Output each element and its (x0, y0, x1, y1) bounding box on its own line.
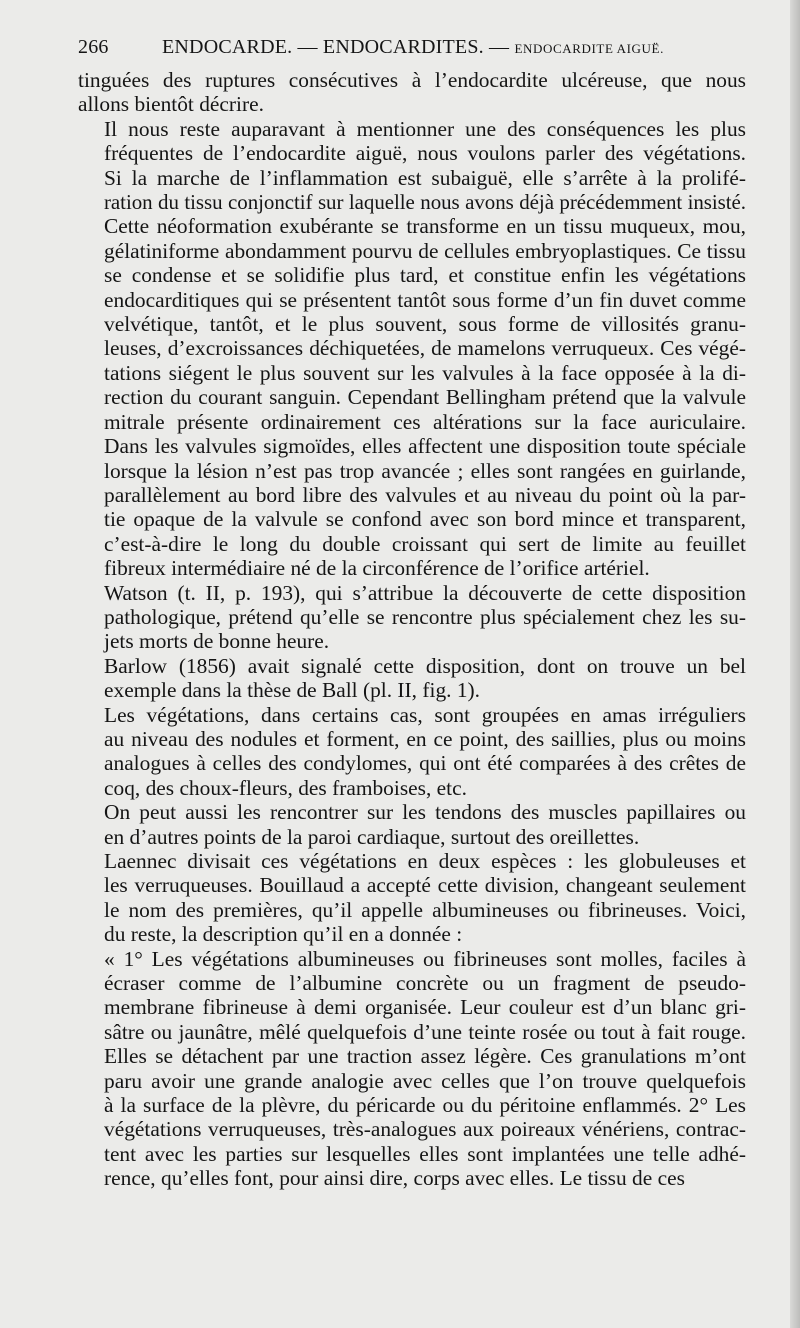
text-line: Laennec divisait ces végétations en deux espèces : les globuleuses et (104, 849, 746, 873)
text-line: analogues à celles des condylomes, qui ont été comparées à des crêtes de (104, 751, 746, 776)
paragraph (78, 581, 746, 654)
paragraph (78, 654, 746, 703)
text-line: tations siégent le plus souvent sur les valvules à la face opposée à la di- (104, 360, 746, 385)
text-line: Watson (t. II, p. 193), qui s’attribue la découverte de cette disposition (104, 580, 746, 605)
text-line: en d’autres points de la paroi cardiaque, surtout des oreillettes. (104, 824, 640, 849)
text-line: exemple dans la thèse de Ball (pl. II, fig. 1). (104, 678, 480, 703)
text-line: à la surface de la plèvre, du péricarde ou du péritoine enflammés. 2° Les (104, 1093, 746, 1118)
text-line: mitrale présente ordinairement ces altérations sur la face auriculaire. (104, 409, 746, 434)
paragraph (78, 703, 746, 801)
text-line: tinguées des ruptures consécutives à l’endocardite ulcéreuse, que nous (78, 68, 746, 92)
text-line: fréquentes de l’endocardite aiguë, nous voulons parler des végétations. (104, 141, 746, 166)
text-line: Les végétations, dans certains cas, sont groupées en amas irréguliers (104, 702, 746, 727)
text-line: Barlow (1856) avait signalé cette disposition, dont on trouve un bel (104, 653, 746, 678)
text-line: velvétique, tantôt, et le plus souvent, sous forme de villosités granu- (104, 312, 746, 337)
page-number: 266 (78, 36, 109, 58)
text-line: On peut aussi les rencontrer sur les tendons des muscles papillaires ou (104, 800, 746, 825)
text-line: Cette néoformation exubérante se transforme en un tissu muqueux, mou, (104, 214, 746, 239)
text-line: endocarditiques qui se présentent tantôt sous forme d’un fin duvet comme (104, 287, 746, 312)
text-line: parallèlement au bord libre des valvules et au niveau du point où la par- (104, 482, 746, 507)
text-line: ration du tissu conjonctif sur laquelle nous avons déjà précédemment insisté. (104, 190, 746, 215)
paragraph (78, 800, 746, 849)
page-edge-shadow (790, 0, 800, 1328)
text-line: végétations verruqueuses, très-analogues aux poireaux vénériens, contrac- (104, 1117, 746, 1142)
text-line: c’est-à-dire le long du double croissant qui sert de limite au feuillet (104, 531, 746, 556)
paragraph (78, 68, 746, 117)
text-line: tie opaque de la valvule se confond avec son bord mince et transparent, (104, 507, 746, 532)
text-line: membrane fibrineuse à demi organisée. Leur couleur est d’un blanc gri- (104, 995, 746, 1020)
text-line: écraser comme de l’albumine concrète ou un fragment de pseudo- (104, 971, 746, 996)
text-line: fibreux intermédiaire né de la circonférence de l’orifice artériel. (104, 556, 650, 581)
running-title-section: ENDOCARDITE AIGUË. (514, 41, 664, 56)
text-line: rence, qu’elles font, pour ainsi dire, corps avec elles. Le tissu de ces (104, 1166, 685, 1191)
text-line: allons bientôt décrire. (78, 92, 264, 117)
text-line: au niveau des nodules et forment, en ce point, des saillies, plus ou moins (104, 726, 746, 751)
body-text (78, 68, 746, 1191)
text-line: jets morts de bonne heure. (104, 629, 330, 654)
text-line: coq, des choux-fleurs, des framboises, etc. (104, 775, 467, 800)
running-title (162, 36, 664, 59)
text-line: les verruqueuses. Bouillaud a accepté cette division, changeant seulement (104, 873, 746, 898)
paragraph (78, 849, 746, 947)
text-line: Si la marche de l’inflammation est subaiguë, elle s’arrête à la prolifé- (104, 165, 746, 190)
text-line: rection du courant sanguin. Cependant Bellingham prétend que la valvule (104, 385, 746, 410)
text-line: sâtre ou jaunâtre, mêlé quelquefois d’une teinte rosée ou tout à fait rouge. (104, 1019, 746, 1044)
text-line: Il nous reste auparavant à mentionner une des conséquences les plus (104, 116, 746, 141)
text-line: tent avec les parties sur lesquelles elles sont implantées une telle adhé- (104, 1141, 746, 1166)
text-line: se condense et se solidifie plus tard, et constitue enfin les végétations (104, 263, 746, 288)
text-line: « 1° Les végétations albumineuses ou fibrineuses sont molles, faciles à (104, 946, 746, 971)
text-line: pathologique, prétend qu’elle se rencontre plus spécialement chez les su- (104, 604, 746, 629)
running-title-main: ENDOCARDE. — ENDOCARDITES. — (162, 36, 510, 58)
text-line: le nom des premières, qu’il appelle albumineuses ou fibrineuses. Voici, (104, 897, 746, 922)
text-line: Elles se détachent par une traction assez légère. Ces granulations m’ont (104, 1044, 746, 1069)
text-line: lorsque la lésion n’est pas trop avancée ; elles sont rangées en guirlande, (104, 458, 746, 483)
paragraph (78, 947, 746, 1191)
running-header (78, 36, 748, 68)
text-line: paru avoir une grande analogie avec celles que l’on trouve quelquefois (104, 1068, 746, 1093)
text-line: leuses, d’excroissances déchiquetées, de mamelons verruqueux. Ces végé- (104, 336, 746, 361)
text-line: du reste, la description qu’il en a donnée : (104, 922, 463, 947)
text-line: Dans les valvules sigmoïdes, elles affectent une disposition toute spéciale (104, 434, 746, 459)
text-line: gélatiniforme abondamment pourvu de cellules embryoplastiques. Ce tissu (104, 238, 746, 263)
paragraph (78, 117, 746, 581)
